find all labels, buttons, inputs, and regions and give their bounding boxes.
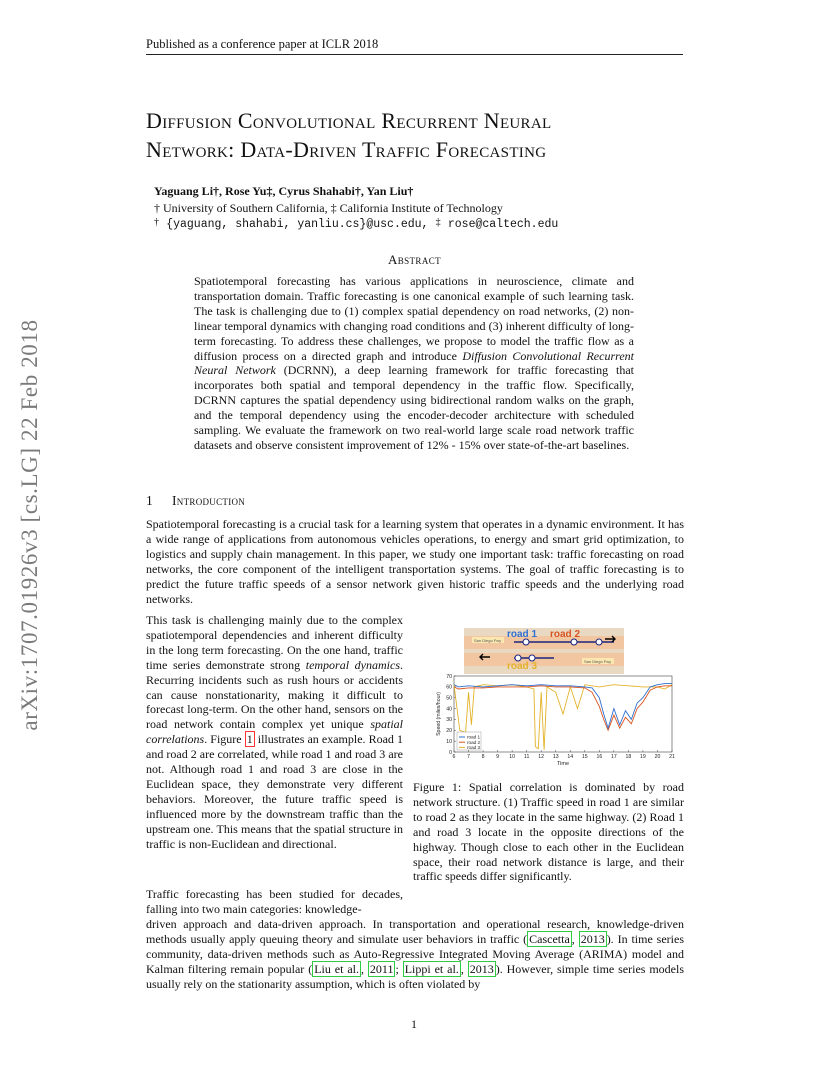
- figure-1-graphic: [414, 624, 684, 774]
- double-dagger-mark: ‡: [435, 217, 441, 228]
- x-tick-label: 21: [669, 754, 675, 760]
- y-tick-label: 0: [449, 749, 452, 756]
- author-emails: [154, 217, 558, 231]
- sign-left-label: San Diego Fwy: [474, 638, 502, 643]
- legend-label: road 2: [467, 739, 481, 745]
- series-line-road-3: [454, 685, 672, 750]
- citation-link[interactable]: Cascetta: [529, 931, 570, 946]
- road-2-label: road 2: [550, 629, 581, 640]
- y-tick-label: 20: [446, 728, 452, 735]
- sensor-node: [596, 639, 602, 645]
- dagger-mark: †: [154, 217, 159, 228]
- series-line-road-2: [454, 686, 672, 731]
- citation-link[interactable]: 2013: [469, 961, 494, 976]
- x-tick-label: 8: [481, 754, 485, 760]
- y-tick-label: 60: [446, 684, 452, 691]
- citation-link[interactable]: 2011: [369, 961, 394, 976]
- y-tick-label: 10: [446, 738, 452, 745]
- page-number: 1: [411, 1017, 417, 1031]
- abstract-body: [194, 274, 634, 453]
- road-1-label: road 1: [507, 629, 538, 640]
- x-tick-label: 14: [567, 754, 574, 760]
- paragraph-text: ,: [571, 931, 579, 946]
- usc-emails[interactable]: {yaguang, shahabi, yanliu.cs}@usc.edu,: [166, 218, 429, 231]
- emphasis: spatial correlations: [146, 717, 403, 747]
- abstract-text: Spatiotemporal forecasting has various applications in neuroscience, climate and transportation domain. Traffic forecasting is one canonical example of such learning task. The task is challenging due to (1) complex spatial dependency on road networks, (2) non-linear temporal dynamics with changing road conditions and (3) inherent difficulty of long-term forecasting. To address these challenges, we propose to model the traffic flow as a diffusion process on a directed graph and introduce: [194, 274, 634, 363]
- x-tick-label: 20: [654, 754, 661, 760]
- x-tick-label: 13: [552, 754, 559, 760]
- x-tick-label: 15: [581, 754, 588, 760]
- x-tick-label: 16: [596, 754, 603, 760]
- paragraph-text: . Figure: [204, 732, 245, 747]
- section-title: Introduction: [172, 493, 246, 508]
- paragraph-text: ). However, simple time series models usually rely on the stationarity assumption, which is often violated by: [146, 961, 685, 991]
- arxiv-id: arXiv:1707.01926v3 [cs.LG] 22 Feb 2018: [17, 319, 42, 731]
- x-tick-label: 6: [452, 754, 456, 760]
- x-tick-label: 18: [625, 754, 632, 760]
- x-tick-label: 10: [509, 754, 516, 760]
- figure-1: [414, 624, 684, 774]
- section-number: 1: [146, 493, 154, 508]
- x-axis-label: Time: [556, 761, 570, 767]
- speed-chart: [436, 674, 675, 767]
- intro-paragraph-1: Spatiotemporal forecasting is a crucial task for a learning system that operates in a dynamic environment. It has a wide range of applications from autonomous vehicles operations, to energy and smart grid optimization, to logistics and supply chain management. In this paper, we study one important task: traffic forecasting on road networks, the core component of the intelligent transportation systems. The goal of traffic forecasting is to predict the future traffic speeds of a sensor network given historic traffic speeds and the underlying road networks.: [146, 517, 684, 606]
- citation-link[interactable]: Lippi et al.: [404, 961, 459, 976]
- paragraph-text: ;: [395, 961, 403, 976]
- sign-right-label: San Diego Fwy: [584, 659, 612, 664]
- legend-label: road 1: [467, 734, 481, 740]
- citation-link[interactable]: 2013: [580, 931, 605, 946]
- legend-label: road 3: [467, 745, 481, 750]
- arxiv-sidebar: [10, 290, 50, 760]
- x-tick-label: 9: [496, 754, 500, 760]
- author-list: Yaguang Li†, Rose Yu‡, Cyrus Shahabi†, Yan Liu†: [154, 184, 414, 198]
- running-header: Published as a conference paper at ICLR 2018: [146, 37, 379, 51]
- intro-paragraph-3-cont: [146, 917, 684, 992]
- caltech-email[interactable]: rose@caltech.edu: [447, 218, 559, 231]
- y-tick-label: 70: [446, 673, 452, 680]
- paragraph-text: ,: [360, 961, 368, 976]
- x-tick-label: 7: [467, 754, 470, 760]
- paragraph-text: driven approach and data-driven approach. In transportation and operational research, knowledge-driven methods usually apply queuing theory and simulate user behaviors in traffic (: [146, 917, 684, 946]
- y-tick-label: 30: [446, 717, 452, 724]
- paragraph-text: ,: [460, 961, 468, 976]
- paragraph-text: . Recurring incidents such as rush hours or accidents can cause nonstationarity, making it difficult to forecast long-term. On the other hand, sensors on the road network contain complex yet unique: [146, 657, 403, 732]
- paragraph-text: ). In time series community, data-driven methods such as Auto-Regressive Integrated Moving Average (ARIMA) model and Kalman filtering remain popular (: [146, 931, 684, 976]
- figure-link[interactable]: 1: [246, 732, 253, 747]
- figure-1-caption: Figure 1: Spatial correlation is dominated by road network structure. (1) Traffic speed in road 1 are similar to road 2 as they locate in the same highway. (2) Road 1 and road 3 locate in the opposite directions of the highway. Though close to each other in the Euclidean space, their road network distance is large, and their traffic speeds differ significantly.: [413, 780, 684, 884]
- citation-link[interactable]: Liu et al.: [314, 961, 359, 976]
- y-tick-label: 50: [446, 695, 452, 702]
- header-rule: [146, 54, 683, 55]
- intro-paragraph-3-start: Traffic forecasting has been studied for decades, falling into two main categories: knowledge-: [146, 887, 403, 916]
- section-heading: [146, 493, 245, 509]
- emphasis: temporal dynamics: [305, 657, 400, 672]
- intro-paragraph-2: [146, 613, 403, 852]
- abstract-text: (DCRNN), a deep learning framework for traffic forecasting that incorporates both spatial and temporal dependency in the traffic flow. Specifically, DCRNN captures the spatial dependency using bidirectional random walks on the graph, and the temporal dependency using the encoder-decoder architecture with scheduled sampling. We evaluate the framework on two real-world large scale road network traffic datasets and observe consistent improvement of 12% - 15% over state-of-the-art baselines.: [194, 363, 634, 452]
- x-tick-label: 12: [538, 754, 545, 760]
- affiliations: † University of Southern California, ‡ California Institute of Technology: [154, 201, 503, 215]
- paragraph-text: illustrates an example. Road 1 and road 2 are correlated, while road 1 and road 3 are not. Although road 1 and road 3 are close in the Euclidean space, they demonstrate very different behaviors. Moreover, the future traffic speed is influenced more by the downstream traffic than the upstream one. This means that the spatial structure in traffic is non-Euclidean and directional.: [146, 732, 403, 851]
- y-tick-label: 40: [446, 706, 452, 713]
- road-3-label: road 3: [507, 661, 538, 672]
- title-line-2: Network: Data-Driven Traffic Forecasting: [146, 137, 547, 162]
- paper-title: [146, 106, 706, 164]
- title-line-1: Diffusion Convolutional Recurrent Neural: [146, 108, 552, 133]
- x-tick-label: 17: [610, 754, 617, 760]
- y-axis-label: Speed (miles/hour): [436, 692, 442, 736]
- model-name: Diffusion Convolutional Recurrent Neural Network: [194, 348, 635, 378]
- x-tick-label: 11: [523, 754, 530, 760]
- map-background: [464, 628, 624, 674]
- abstract-heading: Abstract: [387, 252, 442, 267]
- paragraph-text: This task is challenging mainly due to the complex spatiotemporal dependencies and inherent difficulty in the long term forecasting. On the one hand, traffic time series demonstrate strong: [146, 613, 403, 672]
- x-tick-label: 19: [640, 754, 646, 760]
